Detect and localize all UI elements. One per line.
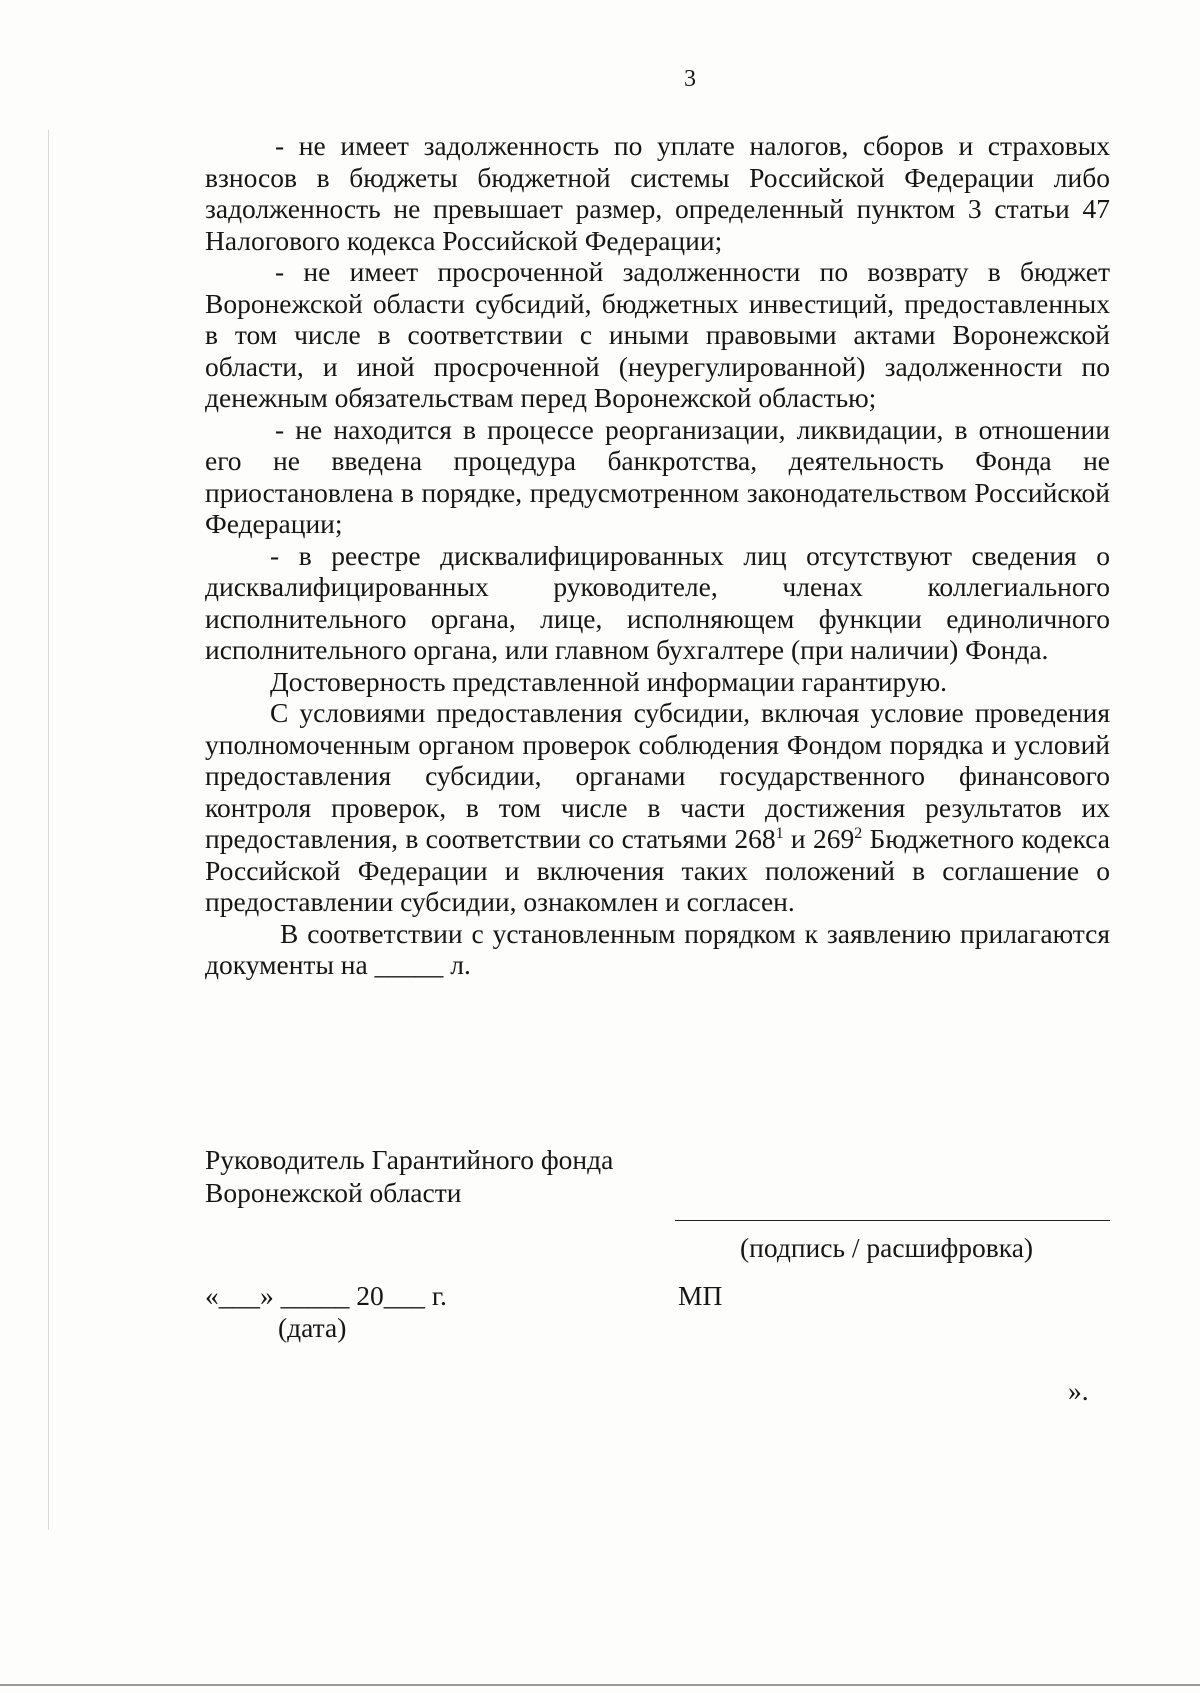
page-number: 3 xyxy=(684,66,696,92)
scan-edge-left xyxy=(48,130,49,1530)
signature-line xyxy=(675,1220,1110,1221)
paragraph-tax-debt: - не имеет задолженность по уплате налогов, сборов и страховых взносов в бюджеты бюджетной системы Российской Федерации либо задолженность не превышает размер, определенный пунктом 3 статьи 47 Налогового кодекса Российской Федерации; xyxy=(205,130,1110,256)
date-line: «___» _____ 20___ г. xyxy=(205,1280,447,1311)
signature-caption: (подпись / расшифровка) xyxy=(740,1232,1034,1263)
signatory-block xyxy=(205,1143,613,1209)
attachments-unit: л. xyxy=(443,949,471,980)
paragraph-reliability: Достоверность представленной информации гарантирую. xyxy=(270,665,947,697)
scan-edge-bottom xyxy=(0,1684,1200,1686)
paragraph-attachments xyxy=(205,918,1110,981)
paragraph-overdue-debt: - не имеет просроченной задолженности по возврату в бюджет Воронежской области субсидий, бюджетных инвестиций, предоставленных в том числе в соответствии с иными правовыми актами Воронежской области, и иной просроченной (неурегулированной) задолженности по денежным обязательствам перед Воронежской областью; xyxy=(205,256,1110,413)
signatory-region: Воронежской области xyxy=(205,1177,462,1208)
date-caption: (дата) xyxy=(278,1312,347,1343)
paragraph-disqualified-persons: - в реестре дисквалифицированных лиц отсутствуют сведения о дисквалифицированных руководителе, членах коллегиального исполнительного органа, лице, исполняющем функции единоличного исполнительного органа, или главном бухгалтере (при наличии) Фонда. xyxy=(205,539,1110,665)
attachments-page-count-blank: _____ xyxy=(374,949,444,980)
superscript-1: 1 xyxy=(775,824,784,842)
attachments-text: В соответствии с установленным порядком к заявлению прилагаются документы на xyxy=(205,917,1110,980)
signatory-title: Руководитель Гарантийного фонда xyxy=(205,1144,614,1175)
paragraph-reorganization: - не находится в процессе реорганизации, ликвидации, в отношении его не введена процедура банкротства, деятельность Фонда не приостановлена в порядке, предусмотренном законодательством Российской Федерации; xyxy=(205,413,1110,539)
superscript-2: 2 xyxy=(854,824,863,842)
conditions-text-end: Бюджетного кодекса Российской Федерации и включения таких положений в соглашение о предоставлении субсидии, ознакомлен и согласен. xyxy=(205,823,1111,917)
document-body xyxy=(205,130,1110,981)
conditions-text-middle: и 269 xyxy=(783,823,855,854)
stamp-place-label: МП xyxy=(678,1280,723,1311)
closing-quote-mark: ». xyxy=(1068,1375,1089,1406)
conditions-text-start: С условиями предоставления субсидии, включая условие проведения уполномоченным органом проверок соблюдения Фондом порядка и условий предоставления субсидии, органами государственного финансового контроля проверок, в том числе в части достижения результатов их предоставления, в соответствии со статьями 268 xyxy=(205,697,1110,854)
paragraph-conditions xyxy=(205,697,1110,918)
